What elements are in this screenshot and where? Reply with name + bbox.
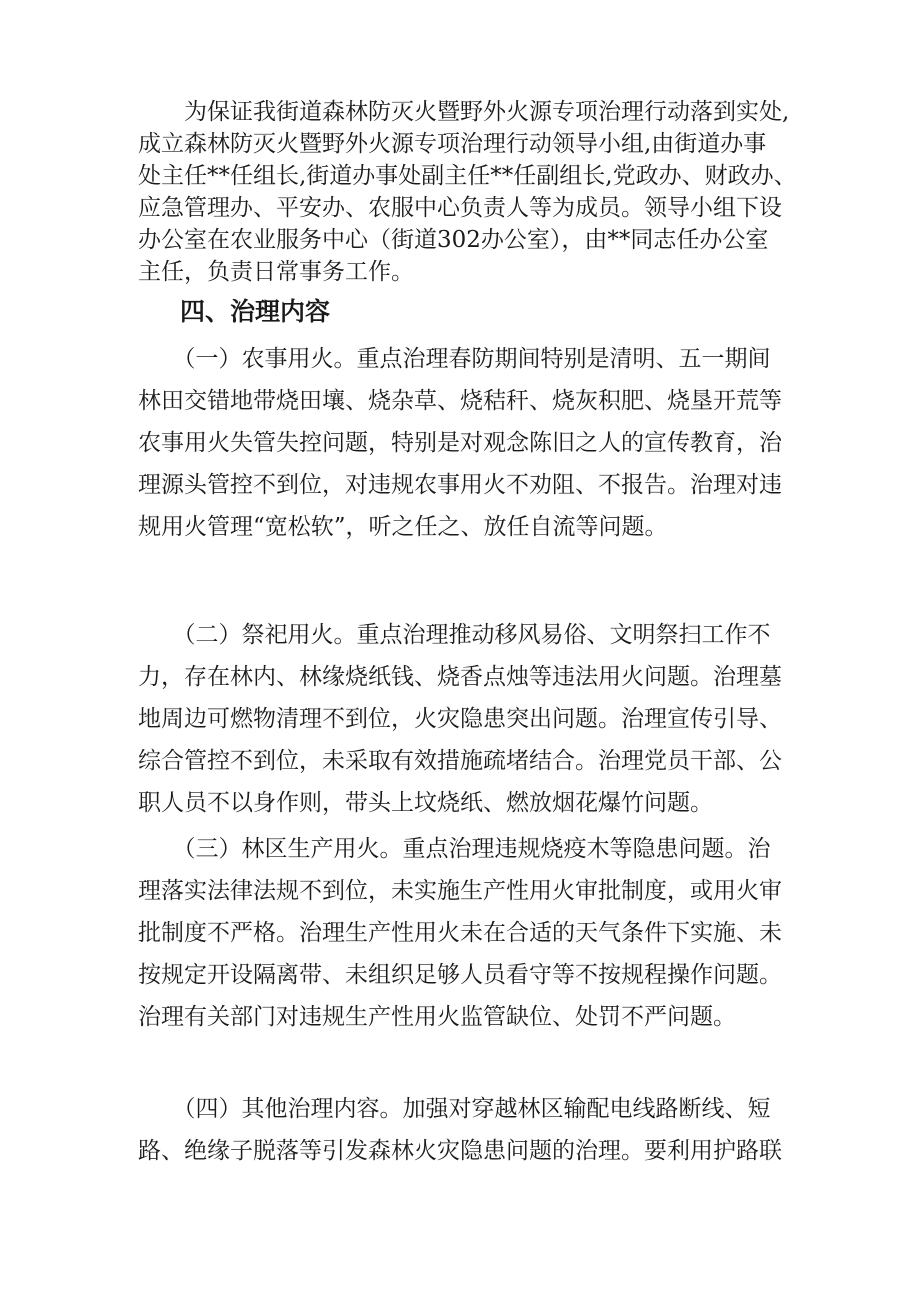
text-line: 为保证我街道森林防灭火暨野外火源专项治理行动落到实处, [138,99,790,125]
intro-paragraph [138,96,818,288]
text-line: 办公室在农业服务中心（街道302办公室），由**同志任办公室 [138,227,769,253]
text-line: 理落实法律法规不到位，未实施生产性用火审批制度，或用火审 [138,878,782,904]
text-line: 综合管控不到位，未采取有效措施疏堵结合。治理党员干部、公 [138,748,782,774]
text-line: 林田交错地带烧田壤、烧杂草、烧秸秆、烧灰积肥、烧垦开荒等 [138,388,782,414]
text-line: 应急管理办、平安办、农服中心负责人等为成员。领导小组下设 [138,195,782,221]
text-line: （三）林区生产用火。重点治理违规烧疫木等隐患问题。治 [138,836,771,862]
text-line: 批制度不严格。治理生产性用火未在合适的天气条件下实施、未 [138,920,782,946]
text-line: 理源头管控不到位，对违规农事用火不劝阻、不报告。治理对违 [138,472,782,498]
text-line: 成立森林防灭火暨野外火源专项治理行动领导小组,由街道办事 [138,131,767,157]
paragraph-other-content [138,1088,818,1172]
section-heading: 四、治理内容 [180,297,331,326]
text-line: （一）农事用火。重点治理春防期间特别是清明、五一期间 [138,346,771,372]
text-line: 职人员不以身作则，带头上坟烧纸、燃放烟花爆竹问题。 [138,790,713,816]
paragraph-agricultural-fire [138,338,818,548]
text-line: 治理有关部门对违规生产性用火监管缺位、处罚不严问题。 [138,1004,736,1030]
paragraph-forest-production-fire [138,828,818,1038]
text-line: 力，存在林内、林缘烧纸钱、烧香点烛等违法用火问题。治理墓 [138,664,782,690]
text-line: 处主任**任组长,街道办事处副主任**任副组长,党政办、财政办、 [138,163,797,189]
paragraph-sacrificial-fire [138,614,818,824]
text-line: 路、绝缘子脱落等引发森林火灾隐患问题的治理。要利用护路联 [138,1138,782,1164]
text-line: （四）其他治理内容。加强对穿越林区输配电线路断线、短 [138,1096,771,1122]
text-line: （二）祭祀用火。重点治理推动移风易俗、文明祭扫工作不 [138,622,771,648]
text-line: 农事用火失管失控问题，特别是对观念陈旧之人的宣传教育，治 [138,430,782,456]
text-line: 主任，负责日常事务工作。 [138,259,414,285]
text-line: 规用火管理“宽松软”，听之任之、放任自流等问题。 [138,514,668,540]
text-line: 地周边可燃物清理不到位，火灾隐患突出问题。治理宣传引导、 [138,706,782,732]
text-line: 按规定开设隔离带、未组织足够人员看守等不按规程操作问题。 [138,962,782,988]
